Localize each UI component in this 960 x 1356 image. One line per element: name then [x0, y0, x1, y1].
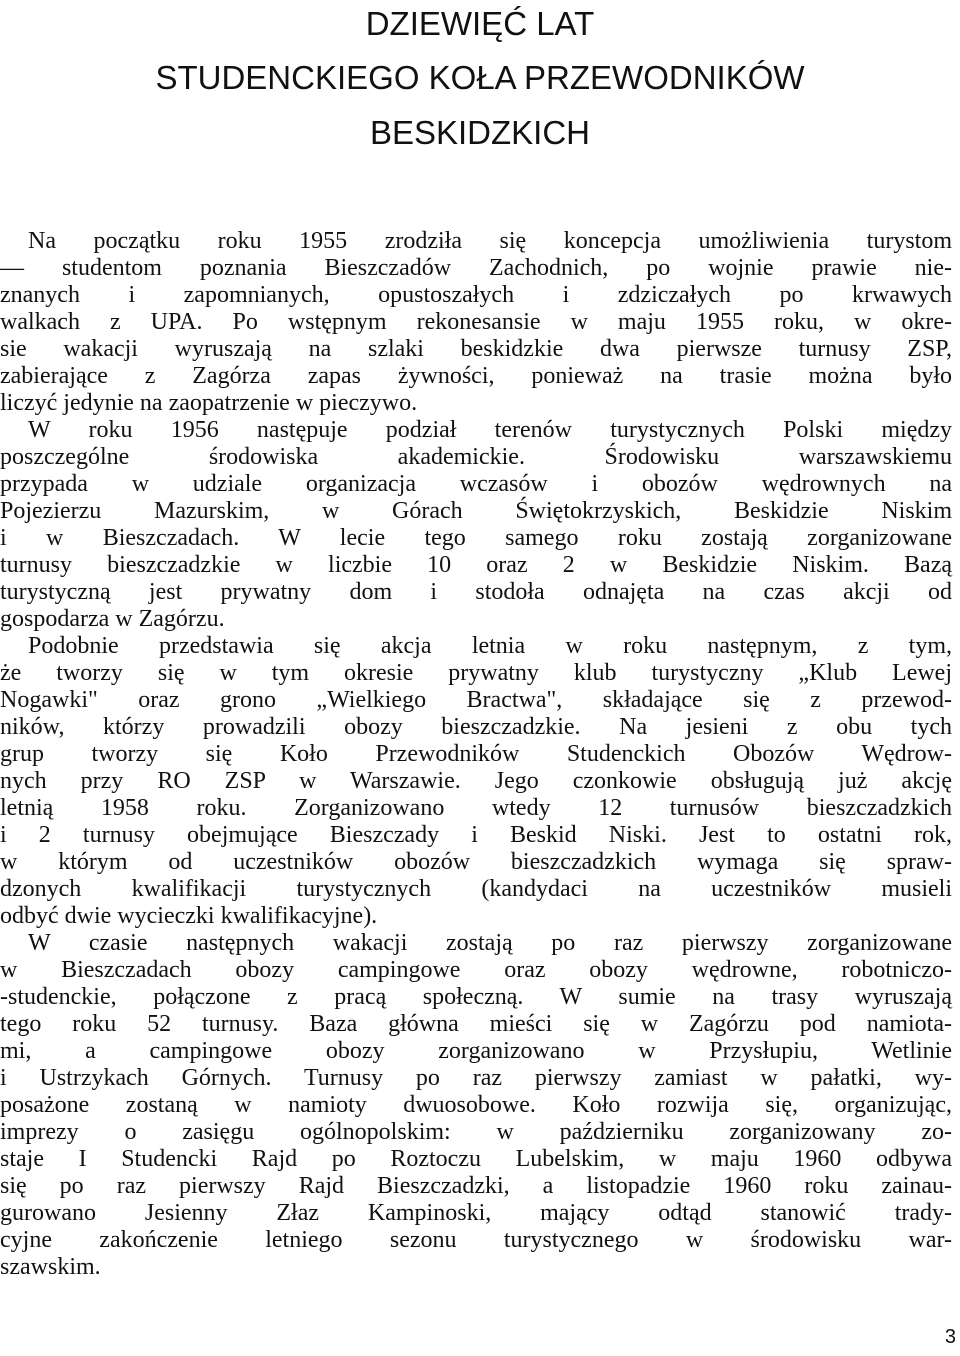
text-line: nych przy RO ZSP w Warszawie. Jego czonkowie obsługują już akcję: [0, 768, 952, 794]
text-line: letnią 1958 roku. Zorganizowano wtedy 12 turnusów bieszczadzkich: [0, 795, 952, 821]
text-line: Na początku roku 1955 zrodziła się koncepcja umożliwienia turystom: [28, 228, 952, 254]
text-line: staje I Studencki Rajd po Roztoczu Lubelskim, w maju 1960 odbywa: [0, 1146, 952, 1172]
page-number: 3: [944, 1326, 956, 1348]
text-line: grup tworzy się Koło Przewodników Studenckich Obozów Wędrow-: [0, 741, 952, 767]
text-line: walkach z UPA. Po wstępnym rekonesansie w maju 1955 roku, w okre-: [0, 309, 952, 335]
title-line-3: BESKIDZKICH: [369, 114, 591, 151]
text-line: turnusy bieszczadzkie w liczbie 10 oraz 2 w Beskidzie Niskim. Bazą: [0, 552, 952, 578]
text-line: imprezy o zasięgu ogólnopolskim: w październiku zorganizowany zo-: [0, 1119, 952, 1145]
text-line: odbyć dwie wycieczki kwalifikacyjne).: [0, 903, 378, 929]
text-line: się po raz pierwszy Rajd Bieszczadzki, a listopadzie 1960 roku zainau-: [0, 1173, 952, 1199]
text-line: turystyczną jest prywatny dom i stodoła odnajęta na czas akcji od: [0, 579, 952, 605]
text-line: poszczególne środowiska akademickie. Środowisku warszawskiemu: [0, 444, 952, 470]
text-line: szawskim.: [0, 1254, 101, 1280]
text-line: ników, którzy prowadzili obozy bieszczadzkie. Na jesieni z obu tych: [0, 714, 952, 740]
text-line: — studentom poznania Bieszczadów Zachodnich, po wojnie prawie nie-: [0, 255, 952, 281]
text-line: przypada w udziale organizacja wczasów i obozów wędrownych na: [0, 471, 952, 497]
text-line: sie wakacji wyruszają na szlaki beskidzkie dwa pierwsze turnusy ZSP,: [0, 336, 952, 362]
text-line: mi, a campingowe obozy zorganizowano w Przysłupiu, Wetlinie: [0, 1038, 952, 1064]
text-line: i Ustrzykach Górnych. Turnusy po raz pierwszy zamiast w pałatki, wy-: [0, 1065, 952, 1091]
text-line: liczyć jedynie na zaopatrzenie w pieczywo.: [0, 390, 418, 416]
text-line: gurowano Jesienny Złaz Kampinoski, mający odtąd stanowić trady-: [0, 1200, 952, 1226]
title-line-1: DZIEWIĘĆ LAT: [365, 5, 595, 42]
text-line: Podobnie przedstawia się akcja letnia w roku następnym, z tym,: [28, 633, 952, 659]
text-line: cyjne zakończenie letniego sezonu turystycznego w środowisku war-: [0, 1227, 952, 1253]
text-line: posażone zostaną w namioty dwuosobowe. Koło rozwija się, organizując,: [0, 1092, 952, 1118]
text-line: w którym od uczestników obozów bieszczadzkich wymaga się spraw-: [0, 849, 952, 875]
text-line: -studenckie, połączone z pracą społeczną. W sumie na trasy wyruszają: [0, 984, 952, 1010]
text-line: gospodarza w Zagórzu.: [0, 606, 225, 632]
text-line: Nogawki" oraz grono „Wielkiego Bractwa", składające się z przewod-: [0, 687, 952, 713]
text-line: i 2 turnusy obejmujące Bieszczady i Beskid Niski. Jest to ostatni rok,: [0, 822, 952, 848]
text-line: w Bieszczadach obozy campingowe oraz obozy wędrowne, robotniczo-: [0, 957, 952, 983]
text-line: zabierające z Zagórza zapas żywności, ponieważ na trasie można było: [0, 363, 952, 389]
text-line: znanych i zapomnianych, opustoszałych i zdziczałych po krwawych: [0, 282, 952, 308]
text-line: że tworzy się w tym okresie prywatny klub turystyczny „Klub Lewej: [0, 660, 952, 686]
text-line: Pojezierzu Mazurskim, w Górach Świętokrzyskich, Beskidzie Niskim: [0, 498, 952, 524]
text-line: i w Bieszczadach. W lecie tego samego roku zostają zorganizowane: [0, 525, 952, 551]
title-line-2: STUDENCKIEGO KOŁA PRZEWODNIKÓW: [155, 59, 805, 96]
text-line: W roku 1956 następuje podział terenów turystycznych Polski między: [28, 417, 952, 443]
text-line: dzonych kwalifikacji turystycznych (kandydaci na uczestników musieli: [0, 876, 952, 902]
text-line: W czasie następnych wakacji zostają po raz pierwszy zorganizowane: [28, 930, 952, 956]
text-line: tego roku 52 turnusy. Baza główna mieści się w Zagórzu pod namiota-: [0, 1011, 952, 1037]
